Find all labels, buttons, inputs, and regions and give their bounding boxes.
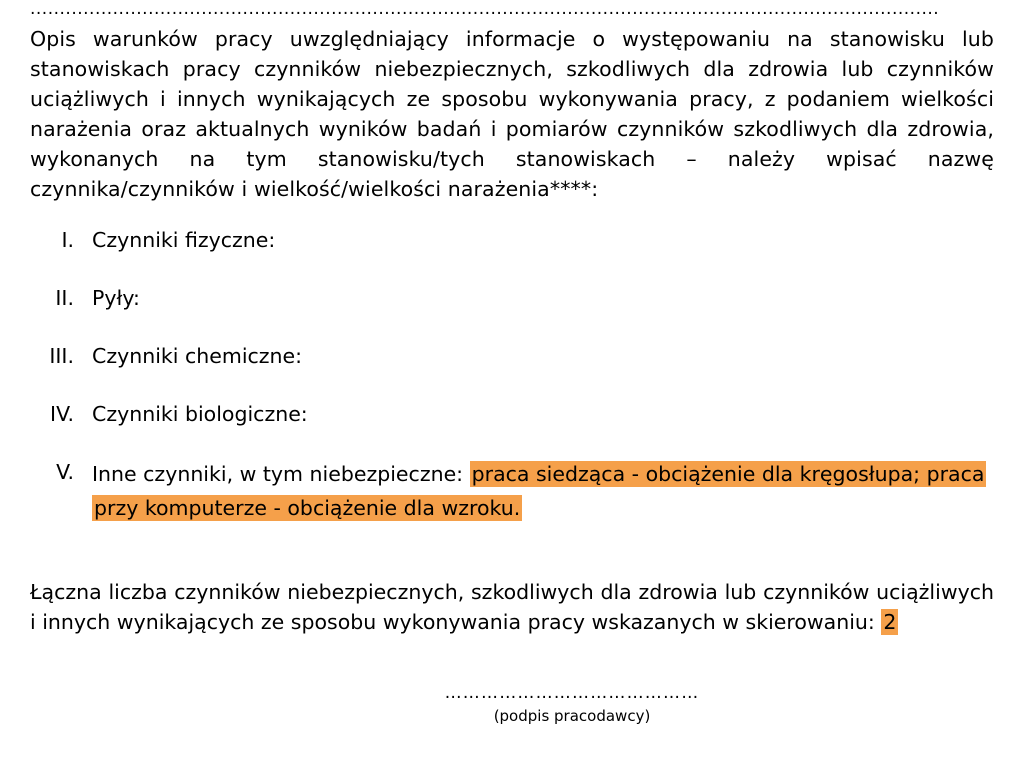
summary-paragraph [30,577,994,637]
factor-label: Pyły: [92,285,140,310]
factor-list [30,225,994,525]
factor-row [30,283,994,313]
factor-label: Czynniki fizyczne: [92,227,276,252]
signature-block [30,683,994,725]
factor-numeral: I. [61,227,74,252]
factor-label: Czynniki chemiczne: [92,343,303,368]
factor-numeral: III. [49,343,74,368]
signature-line: …………………………………… [444,682,700,703]
factor-label: Czynniki biologiczne: [92,401,308,426]
factor-numeral: IV. [50,401,74,426]
top-dotted-rule: .......................................................................................................................................................... [30,2,940,18]
summary-count-highlighted: 2 [883,609,897,634]
intro-paragraph: Opis warunków pracy uwzględniający informacje o występowaniu na stanowisku lub stanowiskach pracy czynników niebezpiecznych, szkodliwych dla zdrowia lub czynników uciążliwych i innych wynikających ze sposobu wykonywania pracy, z podaniem wielkości narażenia oraz aktualnych wyników badań i pomiarów czynników szkodliwych dla zdrowia, wykonanych na tym stanowisku/tych stanowiskach – należy wpisać nazwę czynnika/czynników i wielkość/wielkości narażenia****: [30,27,994,201]
factor-value-highlighted: praca siedząca - obciążenie dla kręgosłupa; praca przy komputerze - obciążenie dla wzroku. [94,461,985,520]
document-page [0,2,1024,769]
factor-row [30,225,994,255]
factor-row [30,399,994,429]
factor-label: Inne czynniki, w tym niebezpieczne: [92,461,464,486]
signature-caption: (podpis pracodawcy) [493,706,651,725]
factor-row [30,341,994,371]
factor-row [30,457,994,525]
factor-label-and-value [92,457,994,525]
summary-text: Łączna liczba czynników niebezpiecznych, szkodliwych dla zdrowia lub czynników uciążliwych i innych wynikających ze sposobu wykonywania pracy wskazanych w skierowaniu: [30,579,994,634]
factor-numeral: II. [55,285,74,310]
factor-numeral: V. [56,459,74,484]
